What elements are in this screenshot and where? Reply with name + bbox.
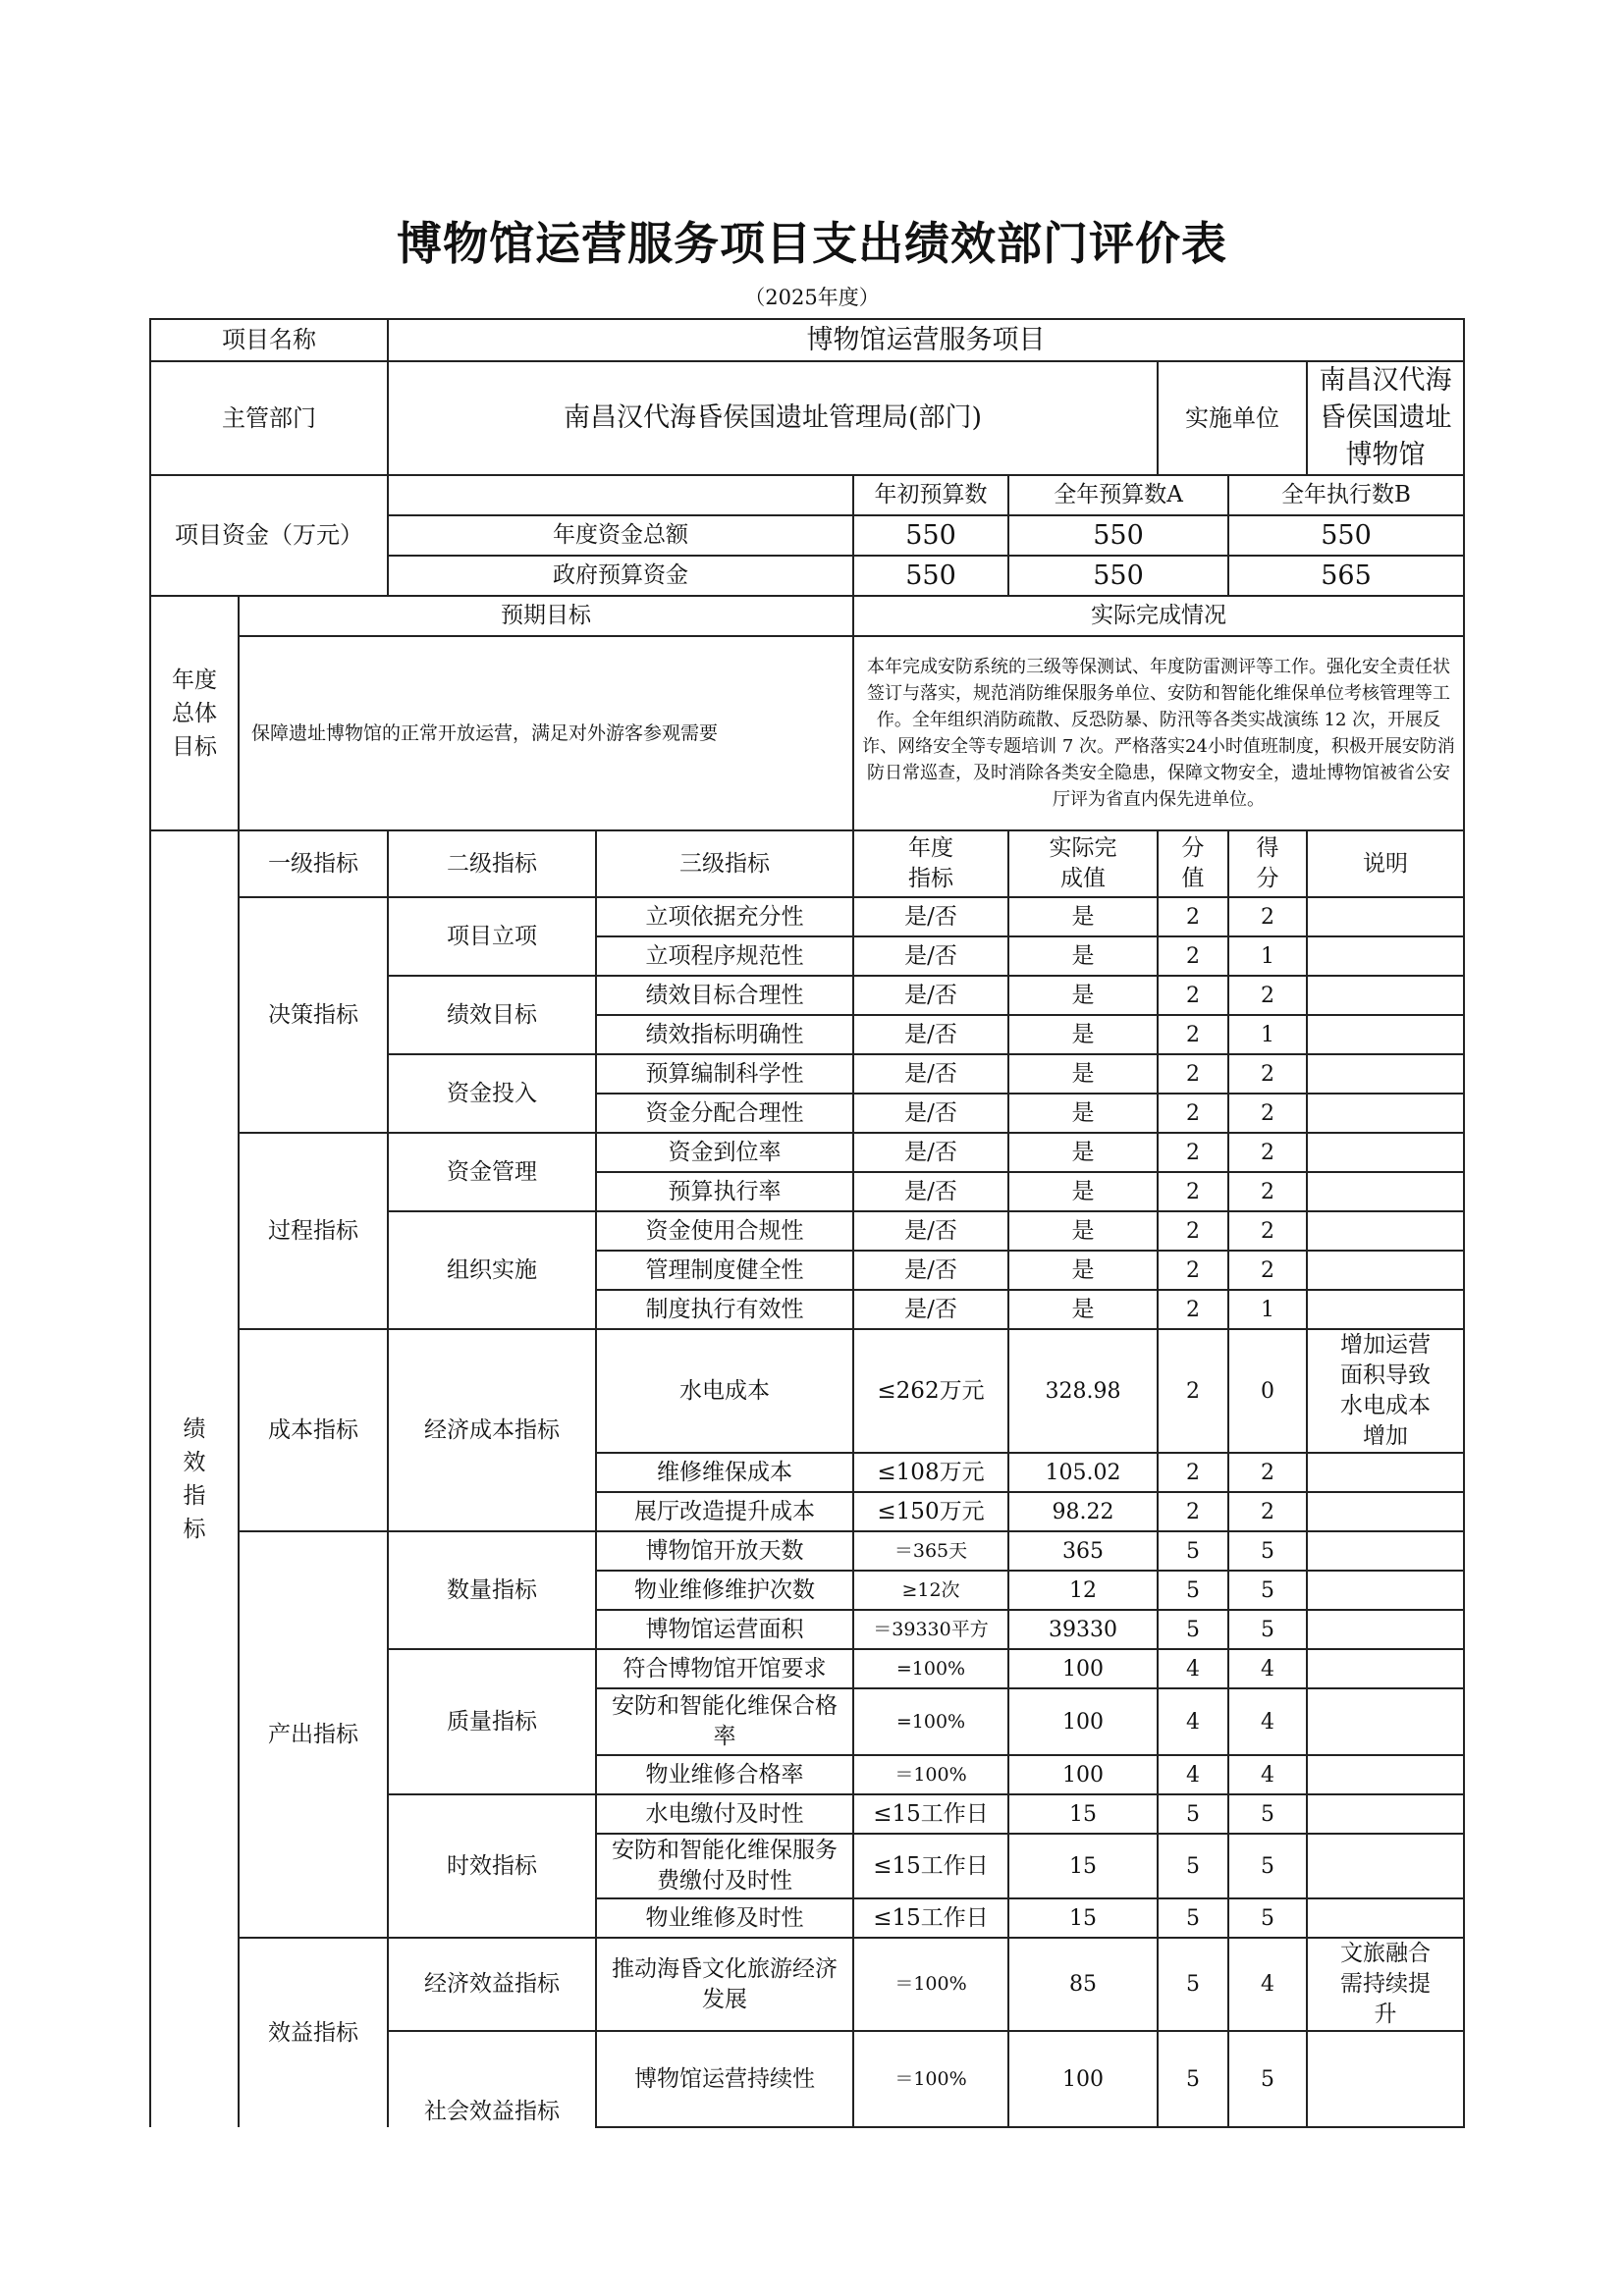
indicator-score: 1 [1228, 1290, 1307, 1329]
indicator-name: 物业维修合格率 [596, 1755, 853, 1794]
header-score: 得分 [1228, 830, 1307, 897]
indicator-score: 1 [1228, 1015, 1307, 1054]
indicator-weight: 2 [1158, 1015, 1228, 1054]
department-value: 南昌汉代海昏侯国遗址管理局(部门) [388, 361, 1158, 475]
indicator-target: ≤262万元 [853, 1329, 1008, 1453]
indicator-name: 博物馆运营持续性 [596, 2031, 853, 2127]
indicator-target: =100% [853, 1649, 1008, 1688]
expected-goal-text: 保障遗址博物馆的正常开放运营，满足对外游客参观需要 [239, 636, 853, 830]
subgroup-economic-cost: 经济成本指标 [388, 1329, 596, 1531]
indicator-score: 5 [1228, 1898, 1307, 1938]
document-subtitle: （2025年度） [744, 286, 880, 309]
indicator-weight: 5 [1158, 1610, 1228, 1649]
indicator-name: 物业维修及时性 [596, 1898, 853, 1938]
indicator-actual: 100 [1008, 1688, 1158, 1755]
group-process: 过程指标 [239, 1133, 388, 1329]
indicator-actual: 是 [1008, 1015, 1158, 1054]
indicator-name: 资金分配合理性 [596, 1094, 853, 1133]
indicator-note [1307, 1492, 1464, 1531]
indicator-target: 是/否 [853, 1211, 1008, 1251]
indicator-name: 展厅改造提升成本 [596, 1492, 853, 1531]
indicator-actual: 15 [1008, 1898, 1158, 1938]
indicator-note: 增加运营面积导致水电成本增加 [1307, 1329, 1464, 1453]
indicator-actual: 328.98 [1008, 1329, 1158, 1453]
indicator-header-row [150, 830, 1464, 897]
project-name-label: 项目名称 [150, 319, 388, 361]
indicator-weight: 2 [1158, 1094, 1228, 1133]
indicator-weight: 4 [1158, 1688, 1228, 1755]
indicator-actual: 15 [1008, 1794, 1158, 1834]
indicator-weight: 5 [1158, 1938, 1228, 2031]
indicator-weight: 2 [1158, 976, 1228, 1015]
indicator-weight: 2 [1158, 936, 1228, 976]
indicator-note [1307, 1688, 1464, 1755]
indicator-target: ＝365天 [853, 1531, 1008, 1571]
expected-goal-header: 预期目标 [239, 596, 853, 636]
indicator-note [1307, 897, 1464, 936]
indicator-name: 博物馆开放天数 [596, 1531, 853, 1571]
indicator-note [1307, 2031, 1464, 2127]
indicator-score: 2 [1228, 1054, 1307, 1094]
funds-executed-value: 565 [1228, 556, 1464, 596]
subgroup-quantity: 数量指标 [388, 1531, 596, 1649]
indicator-note [1307, 1834, 1464, 1898]
indicator-weight: 4 [1158, 1649, 1228, 1688]
group-output: 产出指标 [239, 1531, 388, 1938]
indicator-target: ≤15工作日 [853, 1794, 1008, 1834]
document-title: 博物馆运营服务项目支出绩效部门评价表 [397, 217, 1227, 270]
project-name-value: 博物馆运营服务项目 [388, 319, 1464, 361]
funds-row-label: 政府预算资金 [388, 556, 853, 596]
group-cost: 成本指标 [239, 1329, 388, 1531]
indicator-actual: 15 [1008, 1834, 1158, 1898]
indicator-target: ≤150万元 [853, 1492, 1008, 1531]
indicator-target: 是/否 [853, 1094, 1008, 1133]
indicator-row [150, 897, 1464, 936]
indicator-row [150, 1329, 1464, 1453]
indicator-score: 5 [1228, 1794, 1307, 1834]
indicator-score: 4 [1228, 1688, 1307, 1755]
annual-goal-label: 年度总体目标 [150, 596, 239, 830]
indicator-note [1307, 1251, 1464, 1290]
subgroup-fund-management: 资金管理 [388, 1133, 596, 1211]
indicator-score: 5 [1228, 1531, 1307, 1571]
indicator-row [150, 1938, 1464, 2031]
indicator-actual: 是 [1008, 1094, 1158, 1133]
indicator-name: 制度执行有效性 [596, 1290, 853, 1329]
indicator-target: 是/否 [853, 1251, 1008, 1290]
indicator-actual: 是 [1008, 1290, 1158, 1329]
indicator-note [1307, 1172, 1464, 1211]
indicator-name: 预算编制科学性 [596, 1054, 853, 1094]
indicator-actual: 85 [1008, 1938, 1158, 2031]
indicator-score: 4 [1228, 1938, 1307, 2031]
actual-completion-text: 本年完成安防系统的三级等保测试、年度防雷测评等工作。强化安全责任状签订与落实，规范消防维保服务单位、安防和智能化维保单位考核管理等工作。全年组织消防疏散、反恐防暴、防汛等各类实战演练 12 次，开展反诈、网络安全等专题培训 7 次。严格落实24小时值班制度，积极开展安防消防日常巡查，及时消除各类安全隐患，保障文物安全，遗址博物馆被省公安厅评为省直内保先进单位。 [853, 636, 1464, 830]
funds-initial-value: 550 [853, 515, 1008, 556]
indicator-actual: 100 [1008, 2031, 1158, 2127]
performance-indicator-label: 绩效指标 [150, 830, 239, 2127]
indicator-note [1307, 1015, 1464, 1054]
indicator-weight: 2 [1158, 1133, 1228, 1172]
header-level2: 二级指标 [388, 830, 596, 897]
indicator-weight: 5 [1158, 2031, 1228, 2127]
indicator-name: 立项程序规范性 [596, 936, 853, 976]
subgroup-project-setup: 项目立项 [388, 897, 596, 976]
indicator-note [1307, 1649, 1464, 1688]
indicator-name: 资金使用合规性 [596, 1211, 853, 1251]
indicator-target: 是/否 [853, 1054, 1008, 1094]
indicator-score: 2 [1228, 1211, 1307, 1251]
indicator-actual: 是 [1008, 936, 1158, 976]
indicator-score: 2 [1228, 1251, 1307, 1290]
indicator-target: 是/否 [853, 1290, 1008, 1329]
implementing-unit-value: 南昌汉代海昏侯国遗址博物馆 [1307, 361, 1464, 475]
goals-header-row [150, 596, 1464, 636]
indicator-weight: 5 [1158, 1531, 1228, 1571]
indicator-name: 资金到位率 [596, 1133, 853, 1172]
indicator-weight: 2 [1158, 1329, 1228, 1453]
indicator-weight: 5 [1158, 1571, 1228, 1610]
indicator-note [1307, 1755, 1464, 1794]
funds-executed-value: 550 [1228, 515, 1464, 556]
indicator-note [1307, 1571, 1464, 1610]
indicator-target: 是/否 [853, 976, 1008, 1015]
indicator-score: 5 [1228, 1834, 1307, 1898]
indicator-row [150, 1531, 1464, 1571]
subgroup-organization: 组织实施 [388, 1211, 596, 1329]
indicator-weight: 2 [1158, 1453, 1228, 1492]
indicator-target: 是/否 [853, 1133, 1008, 1172]
indicator-weight: 5 [1158, 1898, 1228, 1938]
indicator-score: 5 [1228, 1610, 1307, 1649]
funds-col-executed: 全年执行数B [1228, 475, 1464, 515]
indicator-target: ≤15工作日 [853, 1834, 1008, 1898]
indicator-target: =100% [853, 1688, 1008, 1755]
indicator-weight: 2 [1158, 1211, 1228, 1251]
indicator-weight: 2 [1158, 1054, 1228, 1094]
indicator-name: 水电成本 [596, 1329, 853, 1453]
implementing-unit-label: 实施单位 [1158, 361, 1307, 475]
header-level1: 一级指标 [239, 830, 388, 897]
indicator-score: 2 [1228, 1094, 1307, 1133]
indicator-actual: 12 [1008, 1571, 1158, 1610]
funds-label: 项目资金（万元） [150, 475, 388, 596]
indicator-actual: 39330 [1008, 1610, 1158, 1649]
indicator-score: 2 [1228, 1492, 1307, 1531]
subgroup-timeliness: 时效指标 [388, 1794, 596, 1938]
funds-row-label: 年度资金总额 [388, 515, 853, 556]
department-row [150, 361, 1464, 475]
funds-annual-value: 550 [1008, 515, 1228, 556]
indicator-note [1307, 1094, 1464, 1133]
indicator-target: ≤15工作日 [853, 1898, 1008, 1938]
indicator-name: 安防和智能化维保合格率 [596, 1688, 853, 1755]
indicator-name: 立项依据充分性 [596, 897, 853, 936]
indicator-score: 4 [1228, 1649, 1307, 1688]
indicator-score: 5 [1228, 2031, 1307, 2127]
indicator-target: 是/否 [853, 1015, 1008, 1054]
indicator-name: 符合博物馆开馆要求 [596, 1649, 853, 1688]
indicator-score: 1 [1228, 936, 1307, 976]
indicator-weight: 2 [1158, 1492, 1228, 1531]
indicator-weight: 4 [1158, 1755, 1228, 1794]
indicator-target: ≤108万元 [853, 1453, 1008, 1492]
indicator-target: ≥12次 [853, 1571, 1008, 1610]
indicator-note [1307, 1531, 1464, 1571]
indicator-actual: 100 [1008, 1649, 1158, 1688]
indicator-note [1307, 1794, 1464, 1834]
header-note: 说明 [1307, 830, 1464, 897]
indicator-name: 博物馆运营面积 [596, 1610, 853, 1649]
indicator-actual: 100 [1008, 1755, 1158, 1794]
indicator-target: ＝100% [853, 1755, 1008, 1794]
funds-header-row [150, 475, 1464, 515]
indicator-weight: 5 [1158, 1794, 1228, 1834]
indicator-target: ＝100% [853, 1938, 1008, 2031]
indicator-weight: 5 [1158, 1834, 1228, 1898]
header-target: 年度指标 [853, 830, 1008, 897]
indicator-actual: 是 [1008, 1251, 1158, 1290]
indicator-actual: 是 [1008, 1133, 1158, 1172]
header-weight: 分值 [1158, 830, 1228, 897]
indicator-name: 安防和智能化维保服务费缴付及时性 [596, 1834, 853, 1898]
group-decision: 决策指标 [239, 897, 388, 1133]
indicator-target: 是/否 [853, 1172, 1008, 1211]
indicator-target: 是/否 [853, 936, 1008, 976]
indicator-score: 2 [1228, 976, 1307, 1015]
indicator-target: ＝100% [853, 2031, 1008, 2127]
group-benefit: 效益指标 [239, 1938, 388, 2127]
indicator-note: 文旅融合需持续提升 [1307, 1938, 1464, 2031]
indicator-note [1307, 1898, 1464, 1938]
funds-initial-value: 550 [853, 556, 1008, 596]
header-actual: 实际完成值 [1008, 830, 1158, 897]
indicator-score: 4 [1228, 1755, 1307, 1794]
indicator-weight: 2 [1158, 1290, 1228, 1329]
indicator-actual: 是 [1008, 976, 1158, 1015]
indicator-name: 预算执行率 [596, 1172, 853, 1211]
indicator-weight: 2 [1158, 1251, 1228, 1290]
indicator-note [1307, 1211, 1464, 1251]
indicator-note [1307, 1054, 1464, 1094]
indicator-actual: 是 [1008, 897, 1158, 936]
indicator-name: 绩效指标明确性 [596, 1015, 853, 1054]
indicator-score: 2 [1228, 1453, 1307, 1492]
indicator-name: 推动海昏文化旅游经济发展 [596, 1938, 853, 2031]
actual-completion-header: 实际完成情况 [853, 596, 1464, 636]
goals-content-row [150, 636, 1464, 830]
indicator-note [1307, 1290, 1464, 1329]
header-level3: 三级指标 [596, 830, 853, 897]
indicator-target: ＝39330平方 [853, 1610, 1008, 1649]
indicator-row [150, 1133, 1464, 1172]
funds-blank-header [388, 475, 853, 515]
indicator-actual: 365 [1008, 1531, 1158, 1571]
indicator-score: 5 [1228, 1571, 1307, 1610]
indicator-note [1307, 1453, 1464, 1492]
subgroup-social-benefit: 社会效益指标 [388, 2031, 596, 2127]
subgroup-performance-goal: 绩效目标 [388, 976, 596, 1054]
indicator-name: 绩效目标合理性 [596, 976, 853, 1015]
indicator-name: 物业维修维护次数 [596, 1571, 853, 1610]
indicator-name: 管理制度健全性 [596, 1251, 853, 1290]
indicator-name: 水电缴付及时性 [596, 1794, 853, 1834]
indicator-note [1307, 976, 1464, 1015]
indicator-score: 2 [1228, 1133, 1307, 1172]
indicator-actual: 是 [1008, 1054, 1158, 1094]
indicator-note [1307, 1610, 1464, 1649]
indicator-weight: 2 [1158, 1172, 1228, 1211]
indicator-target: 是/否 [853, 897, 1008, 936]
indicator-score: 2 [1228, 897, 1307, 936]
indicator-name: 维修维保成本 [596, 1453, 853, 1492]
indicator-actual: 98.22 [1008, 1492, 1158, 1531]
indicator-note [1307, 1133, 1464, 1172]
indicator-weight: 2 [1158, 897, 1228, 936]
department-label: 主管部门 [150, 361, 388, 475]
funds-col-annual: 全年预算数A [1008, 475, 1228, 515]
indicator-actual: 是 [1008, 1211, 1158, 1251]
project-name-row [150, 319, 1464, 361]
indicator-actual: 105.02 [1008, 1453, 1158, 1492]
subgroup-fund-input: 资金投入 [388, 1054, 596, 1133]
indicator-score: 2 [1228, 1172, 1307, 1211]
indicator-actual: 是 [1008, 1172, 1158, 1211]
funds-col-initial: 年初预算数 [853, 475, 1008, 515]
evaluation-table [149, 318, 1465, 2128]
indicator-score: 0 [1228, 1329, 1307, 1453]
indicator-note [1307, 936, 1464, 976]
subgroup-economic-benefit: 经济效益指标 [388, 1938, 596, 2031]
subgroup-quality: 质量指标 [388, 1649, 596, 1794]
funds-annual-value: 550 [1008, 556, 1228, 596]
